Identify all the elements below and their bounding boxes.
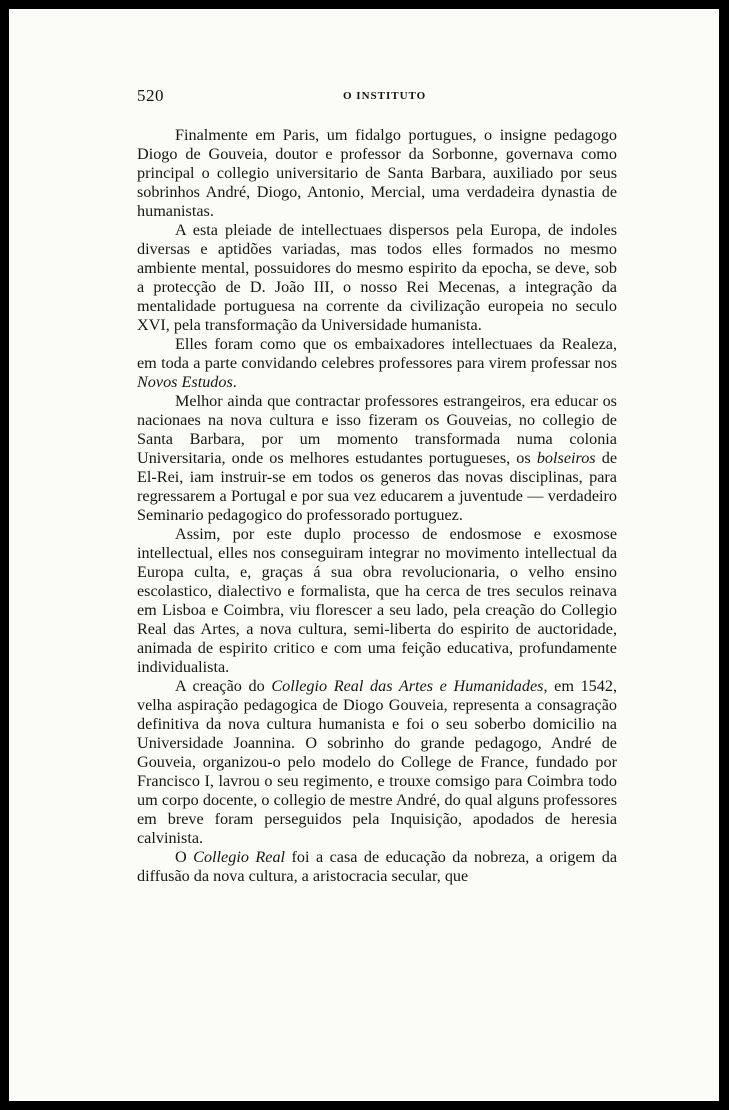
paragraph-3-text: Elles foram como que os embaixadores intellectuaes da Realeza, em toda a parte convidando celebres professores para virem professar nos: [137, 335, 617, 372]
page-header: [137, 86, 617, 106]
italic-collegio-real: Collegio Real: [193, 848, 286, 866]
paragraph-6-end: , em 1542, velha aspiração pedagogica de Diogo Gouveia, representa a consagração definitiva da nova cultura humanista e foi o seu soberbo domicilio na Universidade Joannina. O sobrinho do grande pedagogo, André de Gouveia, organizou-o pelo modelo do College de France, fundado por Francisco I, lavrou o seu regimento, e trouxe comsigo para Coimbra todo um corpo docente, o collegio de mestre André, do qual alguns professores em breve foram perseguidos pela Inquisição, apodados de heresia calvinista.: [137, 677, 617, 847]
paragraph-4: [137, 392, 617, 525]
paragraph-3-end: .: [232, 373, 237, 391]
italic-bolseiros: bolseiros: [536, 449, 596, 467]
paragraph-7-text: O: [175, 848, 194, 866]
paragraph-7: [137, 848, 617, 886]
body-text: [137, 126, 617, 886]
paragraph-3: [137, 335, 617, 392]
page-number: 520: [137, 86, 164, 105]
running-title: O INSTITUTO: [343, 90, 427, 102]
paragraph-5: Assim, por este duplo processo de endosmose e exosmose intellectual, elles nos conseguiram integrar no movimento intellectual da Europa culta, e, graças á sua obra revolucionaria, o velho ensino escolastico, dialectivo e formalista, que ha cerca de tres seculos reinava em Lisboa e Coimbra, viu florescer a seu lado, pela creação do Collegio Real das Artes, a nova cultura, semi-liberta do espirito de auctoridade, animada de espirito critico e com uma feição educativa, profundamente individualista.: [137, 525, 617, 676]
paragraph-7-end: foi a casa de educação da nobreza, a origem da diffusão da nova cultura, a aristocracia secular, que: [137, 848, 618, 885]
paragraph-4-text: Melhor ainda que contractar professores estrangeiros, era educar os nacionaes na nova cultura e isso fizeram os Gouveias, no collegio de Santa Barbara, por um momento transformada numa colonia Universitaria, onde os melhores estudantes portugueses, os: [137, 392, 617, 467]
paragraph-6-text: A creação do: [175, 677, 272, 695]
paragraph-2: A esta pleiade de intellectuaes dispersos pela Europa, de indoles diversas e aptidões variadas, mas todos elles formados no mesmo ambiente mental, possuidores do mesmo espirito da epocha, se deve, sob a protecção de D. João III, o nosso Rei Mecenas, a integração da mentalidade portuguesa na corrente da civilização europeia no seculo XVI, pela transformação da Universidade humanista.: [137, 221, 617, 334]
italic-collegio-real-artes: Collegio Real das Artes e Humanidades: [271, 677, 544, 695]
italic-novos-estudos: Novos Estudos: [137, 373, 233, 391]
paragraph-6: [137, 677, 617, 848]
paragraph-1: Finalmente em Paris, um fidalgo portugues, o insigne pedagogo Diogo de Gouveia, doutor e professor da Sorbonne, governava como principal o collegio universitario de Santa Barbara, auxiliado por seus sobrinhos André, Diogo, Antonio, Mercial, uma verdadeira dynastia de humanistas.: [137, 126, 617, 220]
paragraph-4-end: de El-Rei, iam instruir-se em todos os generos das novas disciplinas, para regressarem a Portugal e por sua vez educarem a juventude — verdadeiro Seminario pedagogico do professorado portuguez.: [137, 449, 617, 524]
